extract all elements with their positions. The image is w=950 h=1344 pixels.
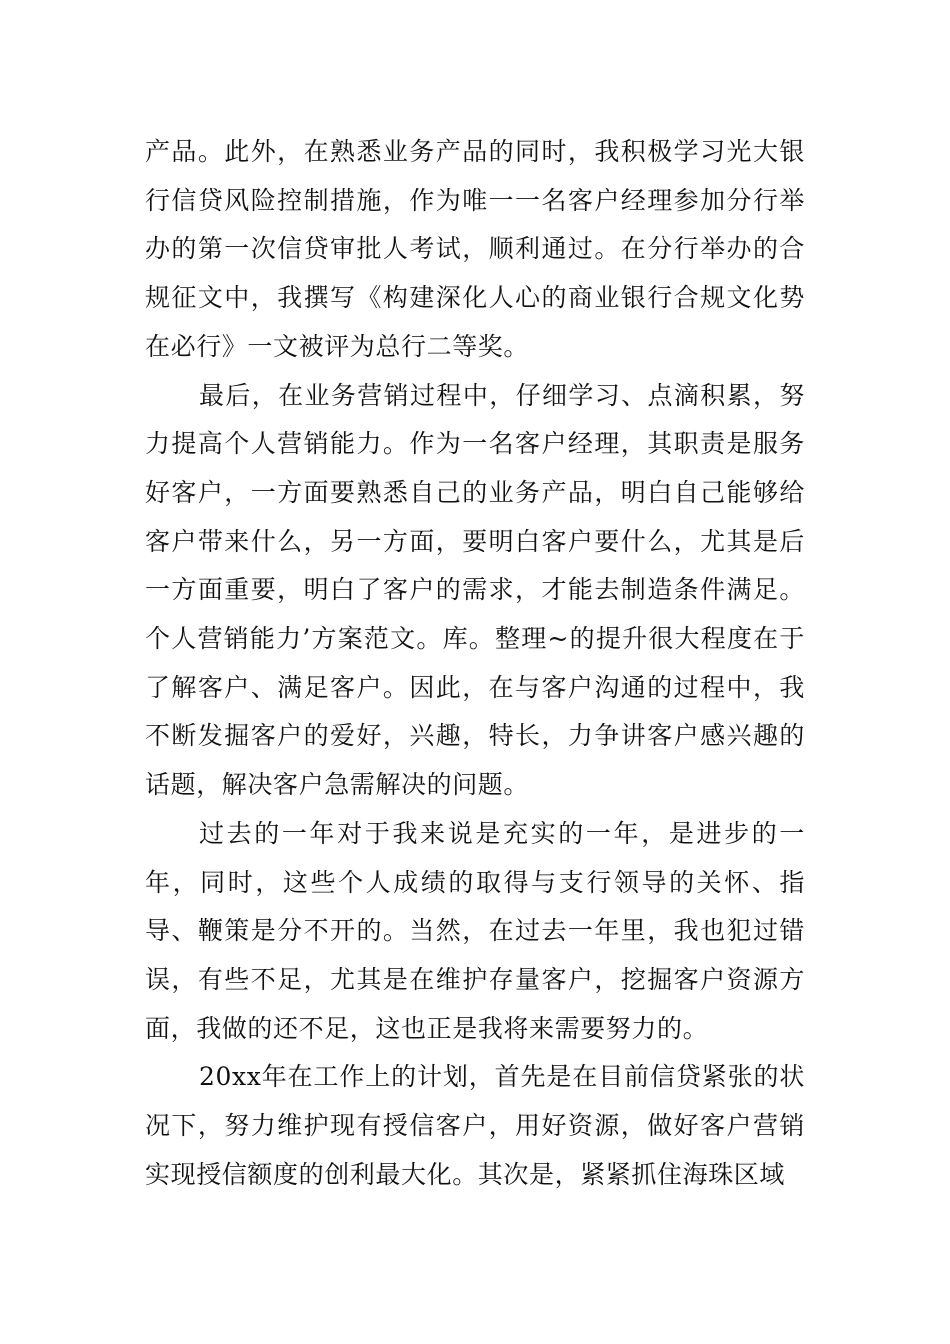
paragraph-1: 产品。此外，在熟悉业务产品的同时，我积极学习光大银行信贷风险控制措施，作为唯一一名客户经理参加分行举办的第一次信贷审批人考试，顺利通过。在分行举办的合规征文中，我撰写《构建深化人心的商业银行合规文化势在必行》一文被评为总行二等奖。 (145, 137, 805, 361)
paragraph-4: 20xx年在工作上的计划，首先是在目前信贷紧张的状况下，努力维护现有授信客户，用好资源，做好客户营销实现授信额度的创利最大化。其次是，紧紧抓住海珠区域 (145, 1062, 805, 1189)
paragraph-2: 最后，在业务营销过程中，仔细学习、点滴积累，努力提高个人营销能力。作为一名客户经理，其职责是服务好客户，一方面要熟悉自己的业务产品，明白自己能够给客户带来什么，另一方面，要明白客户要什么，尤其是后一方面重要，明白了客户的需求，才能去制造条件满足。个人营销能力’方案范文。库。整理~的提升很大程度在于了解客户、满足客户。因此，在与客户沟通的过程中，我不断发掘客户的爱好，兴趣，特长，力争讲客户感兴趣的话题，解决客户急需解决的问题。 (145, 380, 805, 800)
paragraph-3: 过去的一年对于我来说是充实的一年，是进步的一年，同时，这些个人成绩的取得与支行领导的关怀、指导、鞭策是分不开的。当然，在过去一年里，我也犯过错误，有些不足，尤其是在维护存量客户，挖掘客户资源方面，我做的还不足，这也正是我将来需要努力的。 (145, 818, 805, 1043)
document-body (145, 128, 805, 1199)
